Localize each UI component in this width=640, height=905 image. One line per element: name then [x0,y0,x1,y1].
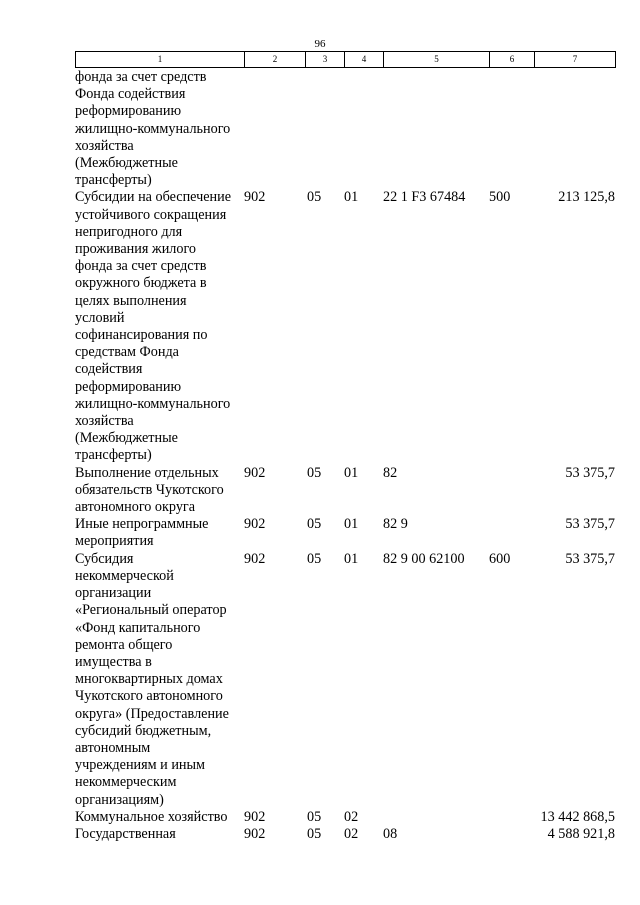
row-name: Выполнение отдельных обязательств Чукотского автономного округа [75,464,224,516]
row-subsection-code: 02 [344,825,359,842]
row-name: Иные непрограммные мероприятия [75,516,209,550]
row-ministry-code: 902 [244,464,266,481]
row-section-code: 05 [307,825,322,842]
row-target-code [383,809,489,826]
column-header-5: 5 [384,52,490,68]
row-amount [534,69,615,189]
budget-table [75,69,615,843]
row-name: Субсидии на обеспечение устойчивого сокращения непригодного для проживания жилого фонда за счет средств окружного бюджета в целях выполнения условий софинансирования по средствам Фонда содействия реформированию жилищно-коммунального хозяйства (Межбюджетные трансферты) [75,189,232,464]
row-target-code [383,69,489,189]
row-expense-type [489,516,534,550]
row-target-code: 82 9 00 62100 [383,550,465,567]
column-header-6: 6 [490,52,535,68]
table-row [75,465,615,517]
row-section-code: 05 [307,464,322,481]
row-subsection-code: 01 [344,516,359,533]
column-header-row [76,52,616,68]
row-name: Государственная [75,825,176,842]
row-section-code: 05 [307,516,322,533]
row-target-code: 22 1 F3 67484 [383,189,466,206]
column-header-2: 2 [245,52,306,68]
row-subsection-code: 02 [344,808,359,825]
row-ministry-code: 902 [244,808,266,825]
row-subsection-code: 01 [344,550,359,567]
row-subsection-code: 01 [344,189,359,206]
table-row [75,516,615,550]
row-name: Субсидия некоммерческой организации «Региональный оператор «Фонд капитального ремонта общего имущества в многоквартирных домах Чукотского автономного округа» (Предоставление субсидий бюджетным, автономным учреждениям и иным некоммерческим организациям) [75,550,229,808]
row-expense-type [489,465,534,517]
row-expense-type: 500 [489,189,511,206]
row-section-code: 05 [307,550,322,567]
row-ministry-code: 902 [244,516,266,533]
table-row [75,189,615,464]
column-header-1: 1 [76,52,245,68]
row-ministry-code: 902 [244,550,266,567]
row-ministry-code [244,69,305,189]
row-target-code: 82 9 [383,516,408,533]
row-subsection-code: 01 [344,464,359,481]
row-section-code: 05 [307,808,322,825]
column-header-table [75,51,616,68]
row-amount: 53 375,7 [565,464,615,481]
column-header-3: 3 [306,52,345,68]
row-section-code: 05 [307,189,322,206]
column-header-4: 4 [345,52,384,68]
row-ministry-code: 902 [244,189,266,206]
row-section-code [305,69,344,189]
row-expense-type: 600 [489,550,511,567]
page-number: 96 [314,38,326,50]
row-ministry-code: 902 [244,825,266,842]
table-row [75,826,615,843]
row-expense-type [489,826,534,843]
row-subsection-code [344,69,383,189]
row-name: фонда за счет средств Фонда содействия реформированию жилищно-коммунального хозяйства (Межбюджетные трансферты) [75,69,231,189]
row-amount: 4 588 921,8 [547,825,615,842]
table-row [75,69,615,189]
column-header-7: 7 [535,52,616,68]
row-amount: 53 375,7 [565,550,615,567]
row-expense-type [489,809,534,826]
row-amount: 13 442 868,5 [540,808,615,825]
table-row [75,551,615,809]
row-target-code: 08 [383,825,398,842]
row-expense-type [489,69,534,189]
row-amount: 53 375,7 [565,516,615,533]
table-row [75,809,615,826]
row-target-code: 82 [383,464,398,481]
row-amount: 213 125,8 [558,189,615,206]
row-name: Коммунальное хозяйство [75,808,228,825]
